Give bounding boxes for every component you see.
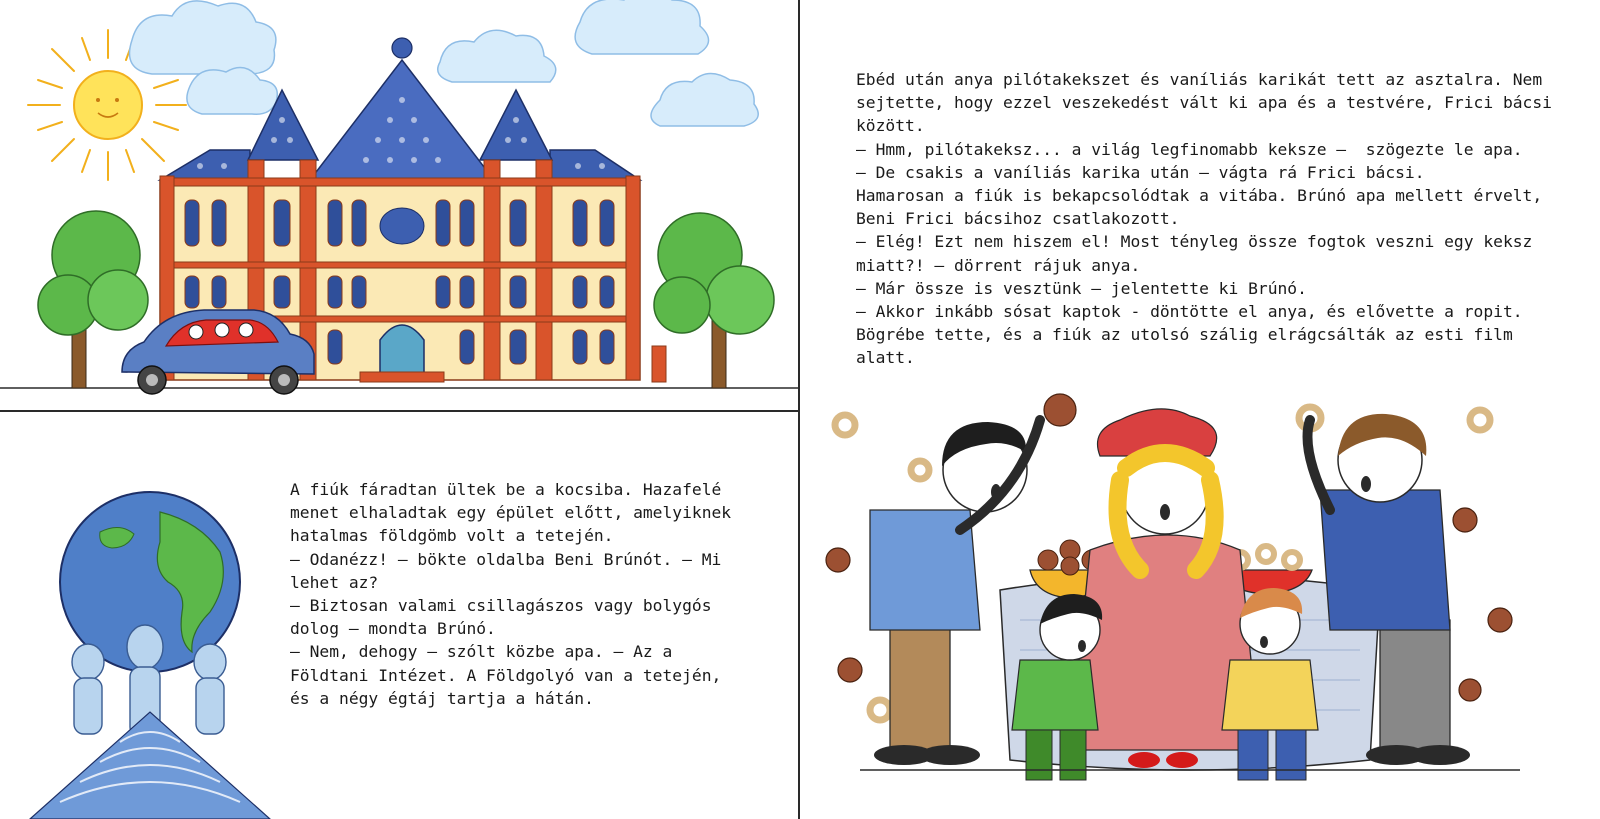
globe-statue-illustration (0, 412, 280, 819)
left-story-text: A fiúk fáradtan ültek be a kocsiba. Hazafelé menet elhaladtak egy épület előtt, amelyiknek hatalmas földgömb volt a tetején. – Odanézz! – bökte oldalba Beni Brúnót. – Mi lehet az? – Biztosan valami csillagászos vagy bolygós dolog – mondta Brúnó. – Nem, dehogy – szólt közbe apa. – Az a Földtani Intézet. A Földgolyó van a tetején, és a négy égtáj tartja a hátán. (290, 480, 732, 708)
cloud-icon (130, 0, 759, 126)
tree-icon (654, 213, 774, 388)
building-scene (0, 0, 798, 410)
right-story-text: Ebéd után anya pilótakekszet és vaníliás karikát tett az asztalra. Nem sejtette, hogy ezzel veszekedést vált ki apa és a testvére, Frici bácsi között. – Hmm, pilótakeksz... a világ legfinomabb keksze – szögezte le apa. – De csakis a vaníliás karika után – vágta rá Frici bácsi. Hamarosan a fiúk is bekapcsolódtak a vitába. Brúnó apa mellett érvelt, Beni Frici bácsihoz csatlakozott. – Elég! Ezt nem hiszem el! Most tényleg össze fogtok veszni egy keksz miatt?! – dörrent rájuk anya. – Már össze is vesztünk – jelentette ki Brúnó. – Akkor inkább sósat kaptok - döntötte el anya, és elővette a ropit. Bögrébe tette, és a fiúk az utolsó szálig elrágcsálták az esti film alatt. (856, 70, 1552, 368)
page-divider-horizontal (0, 410, 798, 412)
family-argument-illustration (820, 380, 1580, 800)
